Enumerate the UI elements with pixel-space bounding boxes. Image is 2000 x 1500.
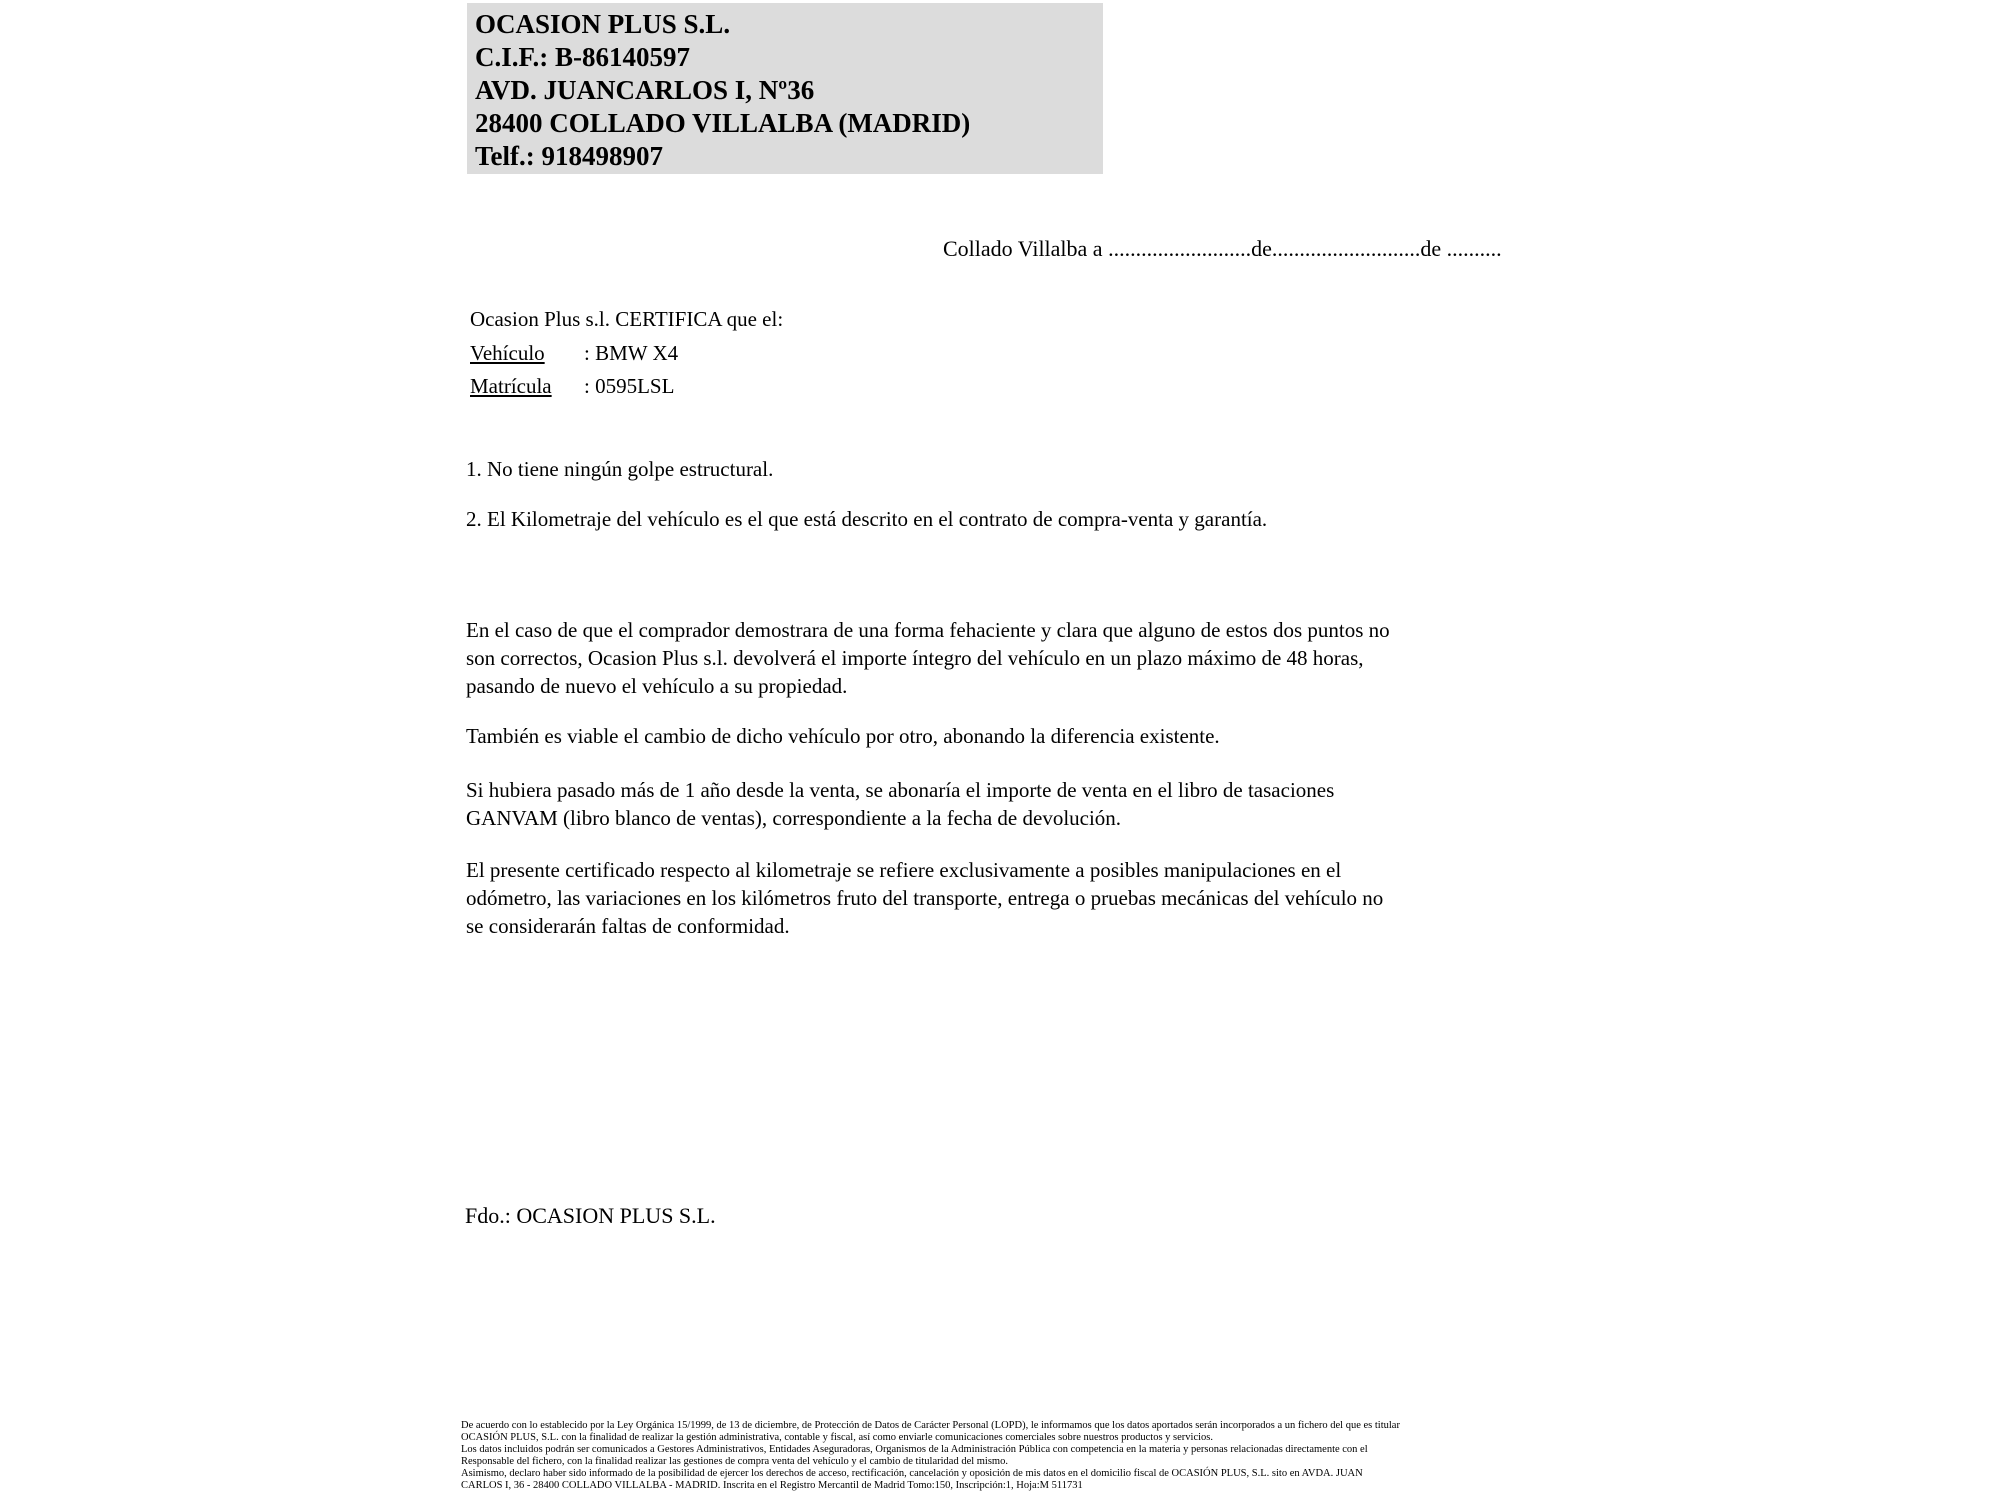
paragraph-line: El presente certificado respecto al kilometraje se refiere exclusivamente a posibles manipulaciones en el xyxy=(466,858,1342,882)
certify-intro: Ocasion Plus s.l. CERTIFICA que el: xyxy=(470,307,784,331)
plate-value: : 0595LSL xyxy=(584,374,675,398)
paragraph-odometer-disclaimer xyxy=(466,856,1383,940)
paragraph-line: Si hubiera pasado más de 1 año desde la venta, se abonaría el importe de venta en el libro de tasaciones xyxy=(466,778,1335,802)
company-cif: C.I.F.: B-86140597 xyxy=(475,42,691,72)
paragraph-line: se considerarán faltas de conformidad. xyxy=(466,914,790,938)
paragraph-exchange-option xyxy=(466,722,1220,750)
company-address: AVD. JUANCARLOS I, Nº36 xyxy=(475,75,815,105)
vehicle-label: Vehículo xyxy=(470,340,545,365)
legal-footer-line: Responsable del fichero, con la finalidad realizar las gestiones de compra venta del vehículo y el cambio de titularidad del mismo. xyxy=(461,1456,1008,1467)
vehicle-value: : BMW X4 xyxy=(584,340,679,365)
company-header-box xyxy=(467,3,1103,174)
company-city: 28400 COLLADO VILLALBA (MADRID) xyxy=(475,108,971,138)
legal-footer-line: Asimismo, declaro haber sido informado de la posibilidad de ejercer los derechos de acceso, rectificación, cancelación y oposición de mis datos en el domicilio fiscal de OCASIÓN PLUS, S.L. sito en AVDA. JUAN xyxy=(461,1468,1363,1479)
paragraph-line: En el caso de que el comprador demostrara de una forma fehaciente y clara que alguno de estos dos puntos no xyxy=(466,618,1390,642)
paragraph-line: GANVAM (libro blanco de ventas), correspondiente a la fecha de devolución. xyxy=(466,806,1122,830)
company-phone: Telf.: 918498907 xyxy=(475,141,663,171)
signature-line: Fdo.: OCASION PLUS S.L. xyxy=(465,1203,716,1228)
point-2: 2. El Kilometraje del vehículo es el que está descrito en el contrato de compra-venta y garantía. xyxy=(466,507,1268,531)
paragraph-refund-condition xyxy=(466,616,1390,700)
date-fill-in-line: Collado Villalba a ..........................de...........................de .......... xyxy=(943,236,1502,261)
plate-label: Matrícula xyxy=(470,374,552,398)
legal-footer-line: Los datos incluidos podrán ser comunicados a Gestores Administrativos, Entidades Aseguradoras, Organismos de la Administración Pública con competencia en la materia y personas relacionadas directamente con el xyxy=(461,1444,1368,1455)
paragraph-ganvam-valuation xyxy=(466,776,1334,832)
legal-footer-line: OCASIÓN PLUS, S.L. con la finalidad de realizar la gestión administrativa, contable y fiscal, así como enviarle comunicaciones comerciales sobre nuestros productos y servicios. xyxy=(461,1432,1213,1443)
paragraph-line: También es viable el cambio de dicho vehículo por otro, abonando la diferencia existente. xyxy=(466,724,1220,748)
legal-footer-line: De acuerdo con lo establecido por la Ley Orgánica 15/1999, de 13 de diciembre, de Protección de Datos de Carácter Personal (LOPD), le informamos que los datos aportados serán incorporados a un fichero del que es titular xyxy=(461,1420,1400,1431)
paragraph-line: pasando de nuevo el vehículo a su propiedad. xyxy=(466,674,848,698)
paragraph-line: odómetro, las variaciones en los kilómetros fruto del transporte, entrega o pruebas mecánicas del vehículo no xyxy=(466,886,1384,910)
vehicle-row xyxy=(470,337,783,371)
plate-row xyxy=(470,370,783,404)
legal-footer-line: CARLOS I, 36 - 28400 COLLADO VILLALBA - MADRID. Inscrita en el Registro Mercantil de Madrid Tomo:150, Inscripción:1, Hoja:M 511731 xyxy=(461,1480,1083,1491)
certification-block xyxy=(470,303,783,404)
company-name: OCASION PLUS S.L. xyxy=(475,9,731,39)
legal-footer xyxy=(461,1420,1571,1492)
paragraph-line: son correctos, Ocasion Plus s.l. devolverá el importe íntegro del vehículo en un plazo máximo de 48 horas, xyxy=(466,646,1364,670)
point-1: 1. No tiene ningún golpe estructural. xyxy=(466,457,774,481)
